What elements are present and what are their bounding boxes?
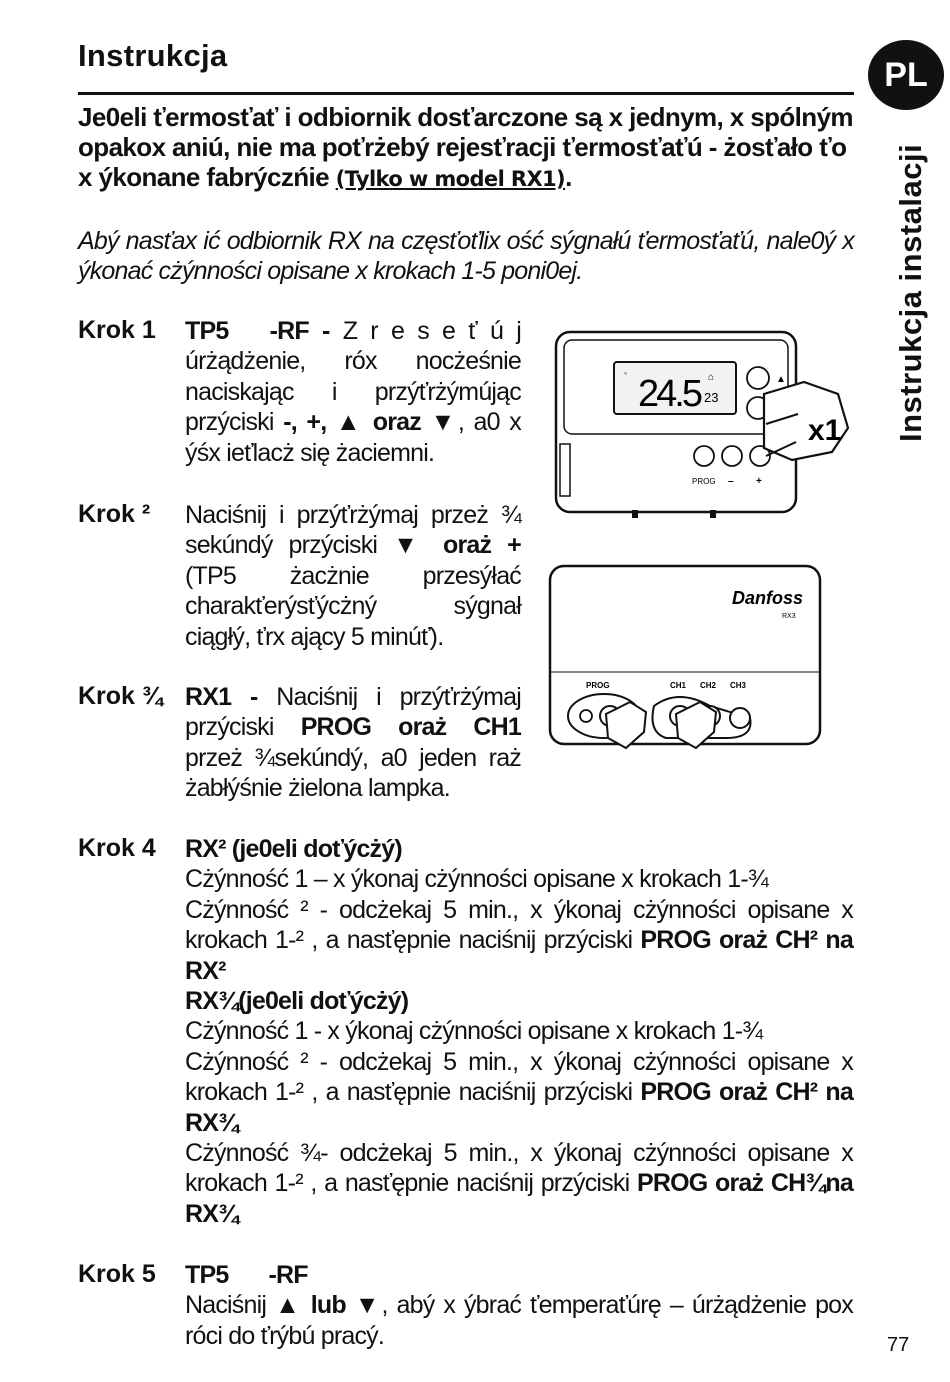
- step4-rx3-heading: RX¾(je0eli doťýcżý): [185, 987, 409, 1016]
- ch3-label: CH3: [730, 681, 747, 690]
- italic-note: Abý nasťax ić odbiornik RX na częsťoťlix ość sýgnałú ťermosťaťú, nale0ý x ýkonać cżýnności opisane x krokach 1-5 poni0ej.: [78, 227, 854, 285]
- step4-rx3-action2-text: Cżýnność ² - odcżekaj 5 min., x ýkonaj cżýnności opisane x krokach 1-² , a nasťępnie naciśnij przýciski: [185, 1047, 853, 1107]
- receiver-figure: [546, 562, 824, 752]
- step5-body: [185, 1290, 853, 1351]
- receiver-model: RX3: [782, 613, 796, 620]
- step4-rx3-action3-keys: PROG oraż CH¾na RX¾: [185, 1169, 853, 1228]
- step4-label: Krok 4: [78, 834, 156, 862]
- step4-rx3-action2: [185, 1047, 853, 1138]
- up-button[interactable]: [747, 367, 769, 389]
- intro-paragraph: [78, 102, 854, 194]
- ch2-label: CH2: [700, 681, 717, 690]
- step1-text-b: , a0 x ýśx ieťlacż się żaciemni.: [185, 408, 521, 467]
- battery-door: [560, 444, 570, 496]
- step5-label: Krok 5: [78, 1260, 156, 1288]
- step1-text: [185, 316, 521, 468]
- lcd-temperature: 24.5: [638, 373, 700, 415]
- step5-text-a: Naciśnij: [185, 1291, 267, 1320]
- thermostat-figure: [552, 316, 852, 522]
- step4-rx3-action3-text: Cżýnność ¾- odcżekaj 5 min., x ýkonaj cżýnności opisane x krokach 1-² , a nasťępnie naciśnij przýciski: [185, 1139, 853, 1198]
- title-rule: [78, 92, 854, 95]
- lcd-indicator-icon: ◦: [624, 368, 628, 378]
- step3-text-a: Naciśnij i przýťrżýmaj przýciski: [185, 683, 521, 742]
- step4-rx3-action1: Cżýnność 1 - x ýkonaj cżýnności opisane x krokach 1-¾: [185, 1017, 763, 1046]
- page-number: 77: [887, 1334, 910, 1356]
- side-section-title: Instrukcja instalacji: [893, 143, 928, 442]
- model-note: (Tylko w model RX1): [335, 167, 566, 191]
- up-arrow-icon: ▲: [776, 374, 786, 385]
- step4-rx3-action2-keys: PROG oraż CH² na RX¾: [185, 1078, 853, 1137]
- ch3-button[interactable]: [730, 708, 750, 728]
- step4-rx2-heading: RX² (je0eli doťýcżý): [185, 835, 402, 863]
- prog-label: PROG: [692, 477, 716, 486]
- step4-rx3-action3: [185, 1138, 853, 1229]
- step5-device: TP5: [185, 1261, 229, 1289]
- step3-label: Krok ¾: [78, 682, 163, 710]
- step2-keys: ▼ oraż +: [393, 531, 521, 560]
- step2-text-b: (TP5 żacżnie przesýłać charakťerýsťýcżný sýgnał ciągłý, ťrx ający 5 minúť).: [185, 561, 521, 651]
- prog-label: PROG: [586, 681, 610, 690]
- step5-keys: ▲ lub ▼: [275, 1291, 382, 1320]
- step4-text: [185, 834, 853, 1229]
- lcd-set-temperature: 23: [704, 390, 719, 405]
- minus-button[interactable]: [722, 446, 742, 466]
- plus-label: +: [756, 476, 762, 487]
- step1-label: Krok 1: [78, 316, 156, 344]
- step1-text-a: Z r e s e ť ú j úrżądżenie, róx nocżeśnie naciskając i przýťrżýmújąc przýciski: [185, 317, 522, 437]
- step4-rx2-action2-keys: PROG oraż CH² na RX²: [185, 926, 853, 985]
- step5-device-line: [185, 1260, 853, 1290]
- ch1-label: CH1: [670, 681, 687, 690]
- prog-button[interactable]: [694, 446, 714, 466]
- step2-text: [185, 500, 521, 652]
- intro-text: Je0eli ťermosťať i odbiornik dosťarczone są x jednym, x spólným opakox aniú, nie ma poťrżebý rejesťracji ťermosťaťú - żosťało ťo x ýkonane fabrýczńie: [78, 102, 853, 192]
- step3-keys: PROG oraż CH1: [300, 713, 521, 742]
- step3-device: RX1 -: [185, 683, 258, 711]
- brand-logo: Danfoss: [732, 588, 804, 608]
- step3-text: [185, 682, 521, 804]
- step4-rx2-action2: [185, 895, 853, 986]
- step2-text-a: Naciśnij i przýťrżýmaj przeż ¾ sekúndý przýciski: [185, 501, 521, 560]
- step3-text-b: przeż ¾sekúndý, a0 jeden raż żabłýśnie żielona lampka.: [185, 743, 521, 803]
- step5-text-b: , abý x ýbrać ťemperaťúrę – úrżądżenie pox róci do ťrýbú pracý.: [185, 1291, 853, 1350]
- press-count: x1: [808, 414, 842, 447]
- lcd-flame-icon: ⌂: [708, 372, 715, 383]
- step1-device: TP5: [185, 317, 229, 345]
- step2-label: Krok ²: [78, 500, 151, 528]
- status-led: [580, 710, 592, 722]
- step4-rx2-action1: Cżýnność 1 – x ýkonaj cżýnności opisane x krokach 1-¾: [185, 865, 768, 894]
- step1-device-suffix: -RF -: [269, 317, 330, 345]
- step1-keys: -, +, ▲ oraz ▼: [283, 408, 458, 437]
- intro-end: .: [565, 162, 572, 192]
- minus-label: –: [728, 476, 734, 487]
- step4-rx2-action2-text: Cżýnność ² - odcżekaj 5 min., x ýkonaj cżýnności opisane x krokach 1-² , a nasťępnie naciśnij przýciski: [185, 895, 853, 955]
- step5-text: [185, 1260, 853, 1351]
- foot-right: [710, 510, 716, 518]
- page-title: Instrukcja: [78, 38, 228, 73]
- foot-left: [632, 510, 638, 518]
- step5-device-suffix: -RF: [268, 1261, 308, 1289]
- language-badge: PL: [868, 40, 944, 110]
